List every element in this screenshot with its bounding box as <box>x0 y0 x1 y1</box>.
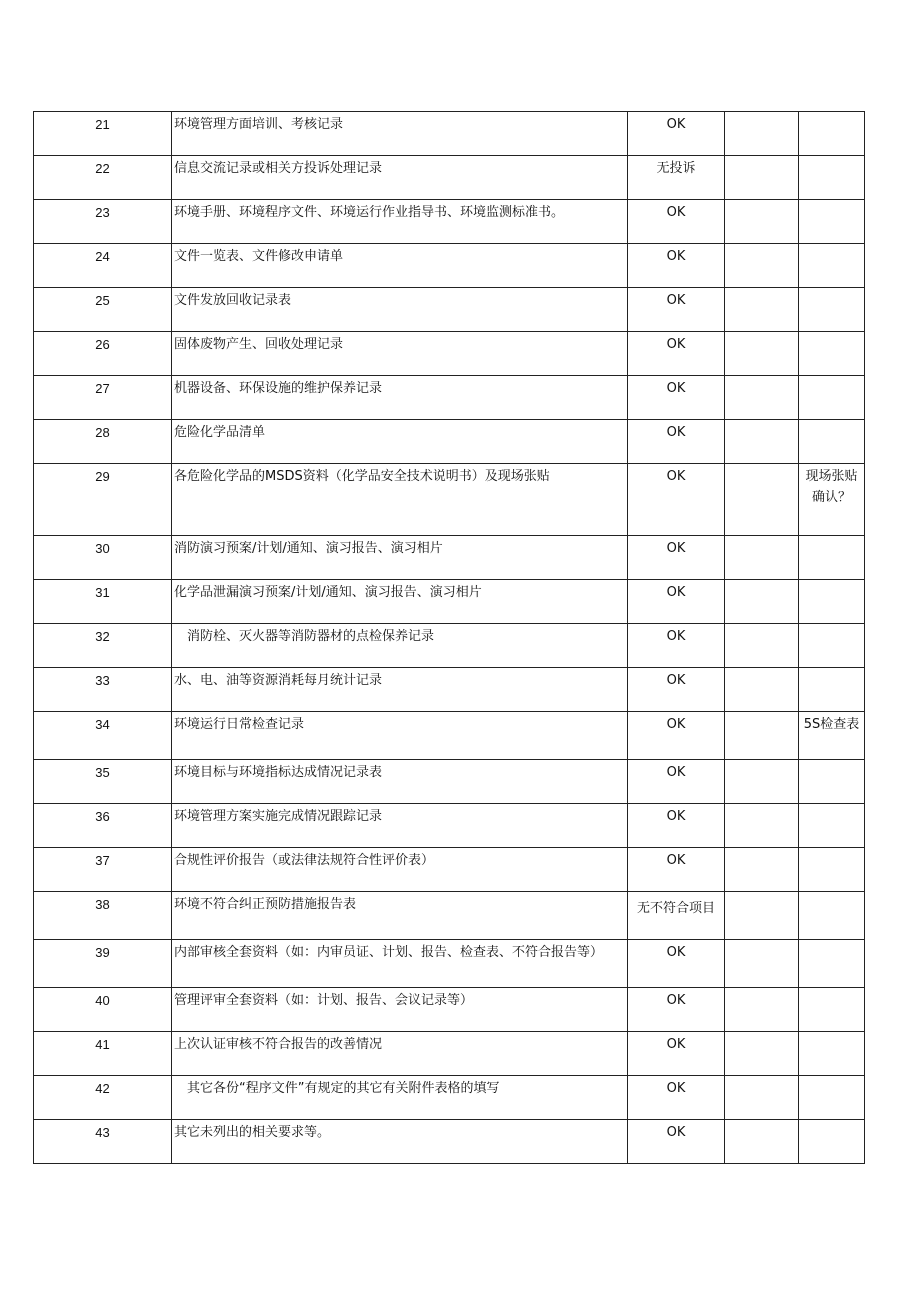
table-row <box>34 668 865 712</box>
row-blank-cell <box>725 332 799 376</box>
row-note <box>799 420 865 464</box>
row-blank-cell <box>725 624 799 668</box>
row-note <box>799 244 865 288</box>
row-note <box>799 940 865 988</box>
row-number: 26 <box>34 332 172 376</box>
table-row <box>34 332 865 376</box>
row-note <box>799 580 865 624</box>
row-number: 23 <box>34 200 172 244</box>
row-status: OK <box>628 1076 725 1120</box>
row-status: OK <box>628 536 725 580</box>
row-status: OK <box>628 1120 725 1164</box>
row-blank-cell <box>725 760 799 804</box>
row-number: 32 <box>34 624 172 668</box>
row-number: 37 <box>34 848 172 892</box>
row-note <box>799 1120 865 1164</box>
row-item: 危险化学品清单 <box>172 420 628 464</box>
row-blank-cell <box>725 288 799 332</box>
row-note <box>799 804 865 848</box>
row-note <box>799 1032 865 1076</box>
row-status: OK <box>628 332 725 376</box>
row-item: 内部审核全套资料（如：内审员证、计划、报告、检查表、不符合报告等） <box>172 940 628 988</box>
row-status: 无不符合项目 <box>628 892 725 940</box>
row-blank-cell <box>725 200 799 244</box>
row-item: 环境不符合纠正预防措施报告表 <box>172 892 628 940</box>
table-row <box>34 624 865 668</box>
row-note <box>799 200 865 244</box>
row-blank-cell <box>725 892 799 940</box>
row-note <box>799 668 865 712</box>
row-item: 环境目标与环境指标达成情况记录表 <box>172 760 628 804</box>
row-item: 水、电、油等资源消耗每月统计记录 <box>172 668 628 712</box>
row-status: OK <box>628 112 725 156</box>
row-item: 文件一览表、文件修改申请单 <box>172 244 628 288</box>
row-blank-cell <box>725 244 799 288</box>
row-number: 30 <box>34 536 172 580</box>
row-item: 其它各份“程序文件”有规定的其它有关附件表格的填写 <box>172 1076 628 1120</box>
row-note <box>799 156 865 200</box>
table-row <box>34 848 865 892</box>
row-blank-cell <box>725 848 799 892</box>
table-row <box>34 200 865 244</box>
table-row <box>34 580 865 624</box>
table-row <box>34 892 865 940</box>
row-number: 34 <box>34 712 172 760</box>
row-note <box>799 892 865 940</box>
table-row <box>34 376 865 420</box>
row-number: 43 <box>34 1120 172 1164</box>
row-item: 其它未列出的相关要求等。 <box>172 1120 628 1164</box>
row-number: 31 <box>34 580 172 624</box>
row-number: 35 <box>34 760 172 804</box>
row-number: 41 <box>34 1032 172 1076</box>
row-blank-cell <box>725 580 799 624</box>
row-status: OK <box>628 464 725 536</box>
row-note <box>799 760 865 804</box>
row-status: OK <box>628 580 725 624</box>
row-item: 各危险化学品的MSDS资料（化学品安全技术说明书）及现场张贴 <box>172 464 628 536</box>
row-item: 合规性评价报告（或法律法规符合性评价表） <box>172 848 628 892</box>
row-status: OK <box>628 988 725 1032</box>
row-number: 42 <box>34 1076 172 1120</box>
row-note: 现场张贴确认？ <box>799 464 865 536</box>
table-row <box>34 760 865 804</box>
row-blank-cell <box>725 536 799 580</box>
row-status: OK <box>628 668 725 712</box>
row-blank-cell <box>725 464 799 536</box>
row-item: 化学品泄漏演习预案/计划/通知、演习报告、演习相片 <box>172 580 628 624</box>
row-item: 消防栓、灭火器等消防器材的点检保养记录 <box>172 624 628 668</box>
row-status: OK <box>628 624 725 668</box>
row-note <box>799 988 865 1032</box>
table-row <box>34 804 865 848</box>
row-note <box>799 332 865 376</box>
row-item: 环境运行日常检查记录 <box>172 712 628 760</box>
table-row <box>34 988 865 1032</box>
row-status: OK <box>628 804 725 848</box>
row-blank-cell <box>725 112 799 156</box>
row-item: 环境管理方面培训、考核记录 <box>172 112 628 156</box>
row-item: 上次认证审核不符合报告的改善情况 <box>172 1032 628 1076</box>
table-row <box>34 1032 865 1076</box>
row-note: 5S检查表 <box>799 712 865 760</box>
row-number: 38 <box>34 892 172 940</box>
row-note <box>799 848 865 892</box>
row-item: 环境手册、环境程序文件、环境运行作业指导书、环境监测标准书。 <box>172 200 628 244</box>
row-status: OK <box>628 420 725 464</box>
row-blank-cell <box>725 1120 799 1164</box>
row-blank-cell <box>725 156 799 200</box>
row-number: 28 <box>34 420 172 464</box>
row-note <box>799 1076 865 1120</box>
row-status: OK <box>628 760 725 804</box>
row-status: OK <box>628 200 725 244</box>
row-blank-cell <box>725 804 799 848</box>
table-row <box>34 464 865 536</box>
row-blank-cell <box>725 376 799 420</box>
row-item: 文件发放回收记录表 <box>172 288 628 332</box>
row-number: 29 <box>34 464 172 536</box>
row-blank-cell <box>725 668 799 712</box>
row-number: 40 <box>34 988 172 1032</box>
table-row <box>34 420 865 464</box>
row-number: 39 <box>34 940 172 988</box>
row-number: 25 <box>34 288 172 332</box>
table-row <box>34 536 865 580</box>
row-status: 无投诉 <box>628 156 725 200</box>
table-row <box>34 1120 865 1164</box>
row-blank-cell <box>725 712 799 760</box>
row-item: 管理评审全套资料（如：计划、报告、会议记录等） <box>172 988 628 1032</box>
row-item: 消防演习预案/计划/通知、演习报告、演习相片 <box>172 536 628 580</box>
row-item: 机器设备、环保设施的维护保养记录 <box>172 376 628 420</box>
row-number: 36 <box>34 804 172 848</box>
row-note <box>799 624 865 668</box>
table-row <box>34 288 865 332</box>
table-row <box>34 244 865 288</box>
row-status: OK <box>628 940 725 988</box>
row-status: OK <box>628 848 725 892</box>
row-status: OK <box>628 376 725 420</box>
row-number: 21 <box>34 112 172 156</box>
table-row <box>34 940 865 988</box>
row-blank-cell <box>725 1076 799 1120</box>
row-number: 33 <box>34 668 172 712</box>
row-number: 22 <box>34 156 172 200</box>
row-note <box>799 288 865 332</box>
row-blank-cell <box>725 420 799 464</box>
table-row <box>34 1076 865 1120</box>
checklist-body <box>34 112 865 1164</box>
row-blank-cell <box>725 940 799 988</box>
row-blank-cell <box>725 1032 799 1076</box>
row-number: 27 <box>34 376 172 420</box>
row-note <box>799 536 865 580</box>
row-status: OK <box>628 244 725 288</box>
row-item: 环境管理方案实施完成情况跟踪记录 <box>172 804 628 848</box>
checklist-table <box>33 111 865 1164</box>
row-note <box>799 112 865 156</box>
row-status: OK <box>628 1032 725 1076</box>
row-status: OK <box>628 712 725 760</box>
row-status: OK <box>628 288 725 332</box>
row-item: 固体废物产生、回收处理记录 <box>172 332 628 376</box>
table-row <box>34 712 865 760</box>
row-note <box>799 376 865 420</box>
row-number: 24 <box>34 244 172 288</box>
table-row <box>34 156 865 200</box>
row-item: 信息交流记录或相关方投诉处理记录 <box>172 156 628 200</box>
row-blank-cell <box>725 988 799 1032</box>
table-row <box>34 112 865 156</box>
